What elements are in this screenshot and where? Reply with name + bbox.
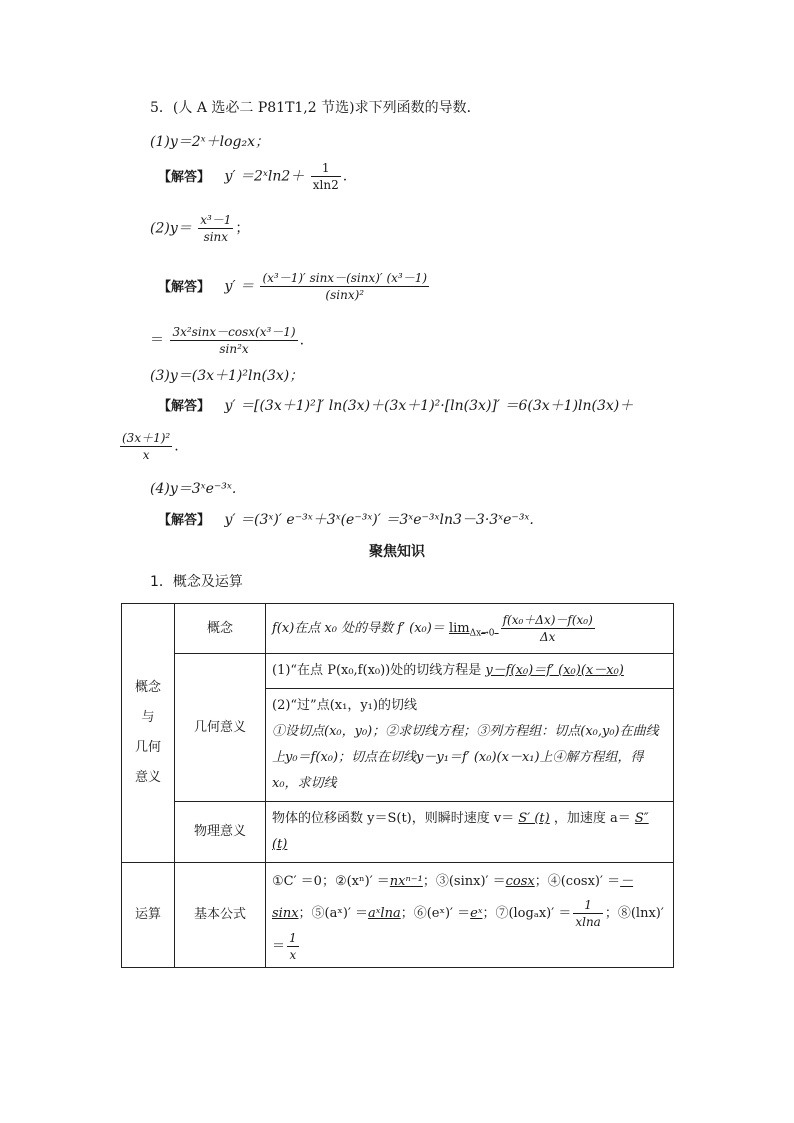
table-row — [122, 802, 674, 863]
question-4: (4)y＝3ˣe⁻³ˣ. — [150, 481, 237, 497]
group-concept-geometry: 概念 与 几何 意义 — [122, 604, 175, 863]
problem-title: 5．(人 A 选必二 P81T1,2 节选)求下列函数的导数． — [150, 100, 481, 116]
question-2-fraction: $\frac{\text{x³－1}}{\sin x}$ — [200, 213, 232, 244]
basic-formulas: ①C′ ＝0；②(xⁿ)′ ＝nxⁿ⁻¹；③(sinx)′ ＝cosx；④(cosx)′ ＝－sinx；⑤(aˣ)′ ＝aˣlna；⑥(eˣ)′ ＝eˣ；⑦(logₐx)′ ＝ $\frac{1}{xlna}$ ；⑧(lnx)′ ＝ $\frac{1}{x}$ — [266, 863, 674, 968]
tangent-through-point: (2)“过”点(x₁，y₁)的切线 ①设切点(x₀，y₀)；②求切线方程；③列方程组：切点(x₀,y₀)在曲线上y₀＝f(x₀)；切点在切线y－y₁＝f′ (x₀)(x－x₁)上④解方程组，得 x₀，求切线 — [266, 689, 674, 802]
question-2: (2)y＝ $\frac{\text{x³－1}}{\sin x}$ ； — [150, 213, 250, 244]
table-row — [122, 604, 674, 654]
section-subheading: 1．概念及运算 — [150, 574, 243, 590]
answer-4: 【解答】 y′ ＝(3ˣ)′ e⁻³ˣ＋3ˣ(e⁻³ˣ)′ ＝3ˣe⁻³ˣln3－3·3ˣe⁻³ˣ. — [158, 512, 534, 528]
group-operations: 运算 — [122, 863, 175, 968]
question-1: (1)y＝2ˣ＋log₂x； — [150, 134, 269, 150]
answer-2-simplified: ＝ $\frac{\text{3x²sinx－cosx(x³－1)}}{\text{sin²x}}$ . — [150, 325, 305, 356]
section-heading: 聚焦知识 — [369, 544, 425, 560]
answer-tag: 【解答】 — [158, 169, 211, 185]
log-derivative-fraction: $\frac{1}{xlna}$ — [575, 898, 601, 929]
basic-formulas-label: 基本公式 — [175, 863, 266, 968]
answer-3: 【解答】 y′ ＝[(3x＋1)²]′ ln(3x)＋(3x＋1)²·[ln(3x)]′ ＝6(3x＋1)ln(3x)＋ — [158, 398, 634, 414]
answer-1: 【解答】 y′ ＝2ˣln2＋ $\frac{1}{xln2}$ . — [158, 161, 348, 192]
ln-derivative-fraction: $\frac{1}{x}$ — [289, 931, 297, 962]
answer-1-lead: y′ ＝2ˣln2＋ — [224, 168, 305, 185]
derivative-definition-fraction: $\frac{\text{f(x₀＋Δx)－f(x₀)}}{\Delta x}$ — [502, 613, 593, 644]
answer-3-tail: $\frac{\text{(3x＋1)²}}{x}$ . — [122, 431, 179, 462]
table-row — [122, 654, 674, 689]
geometric-meaning-label: 几何意义 — [175, 654, 266, 802]
table-row — [122, 863, 674, 968]
answer-2: 【解答】 y′ ＝ $\frac{\text{(x³－1)′ sinx－(sinx)′ (x³－1)}}{\text{(sinx)²}}$ — [158, 271, 428, 302]
concept-label: 概念 — [175, 604, 266, 654]
answer-3-fraction: $\frac{\text{(3x＋1)²}}{x}$ — [122, 431, 171, 462]
answer-1-fraction: $\frac{1}{xln2}$ — [312, 161, 339, 192]
physical-meaning-label: 物理意义 — [175, 802, 266, 863]
question-3: (3)y＝(3x＋1)²ln(3x)； — [150, 368, 304, 384]
tangent-at-point: (1)“在点 P(x₀,f(x₀))处的切线方程是 y－f(x₀)＝f′ (x₀)(x－x₀) — [266, 654, 674, 689]
knowledge-table — [121, 603, 674, 968]
answer-2-fraction: $\frac{\text{(x³－1)′ sinx－(sinx)′ (x³－1)}}{\text{(sinx)²}}$ — [262, 271, 428, 302]
answer-2b-fraction: $\frac{\text{3x²sinx－cosx(x³－1)}}{\text{sin²x}}$ — [172, 325, 296, 356]
concept-definition: f(x)在点 x₀ 处的导数 f′ $(x_0)= \lim_{\Delta x\to 0}$ $\frac{\text{f(x₀＋Δx)－f(x₀)}}{\Delta x}$ — [266, 604, 674, 654]
physical-meaning-text: 物体的位移函数 y＝S(t)，则瞬时速度 v＝ S′ (t) ，加速度 a＝ S″ (t) — [266, 802, 674, 863]
